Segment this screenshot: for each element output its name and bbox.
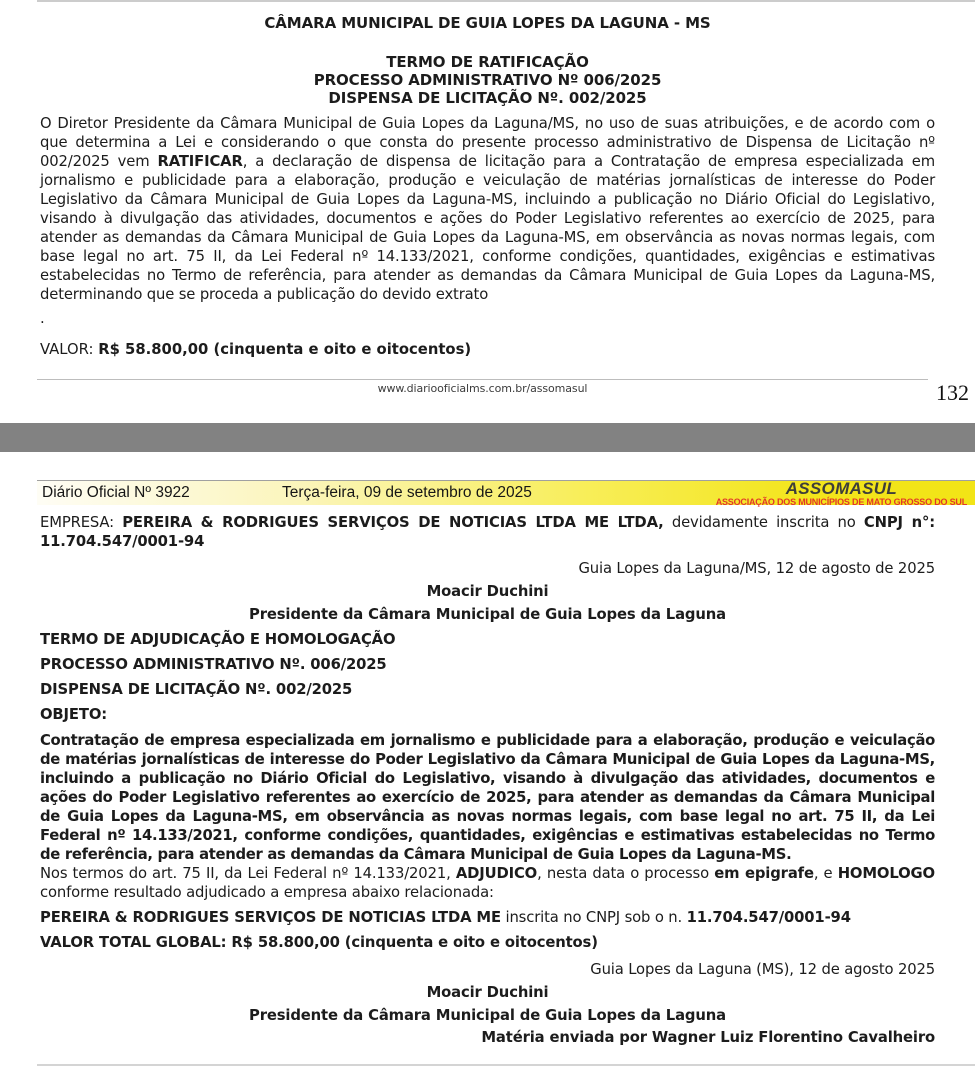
signer-name-1: Moacir Duchini [426, 583, 549, 600]
adjudication-section [40, 513, 935, 1047]
adjudico-t2: , nesta data o processo [537, 865, 715, 882]
signer-title-2: Presidente da Câmara Municipal de Guia Lopes da Laguna [249, 1007, 726, 1024]
gazette-edition: Diário Oficial Nº 3922 [42, 484, 190, 501]
ratification-section [0, 14, 975, 405]
empresa-cnpj-label: CNPJ n°: [863, 514, 935, 531]
company-middle: inscrita no CNPJ sob o n. [500, 909, 687, 926]
company-cnpj-line [40, 908, 935, 927]
valor-label: VALOR: [40, 341, 99, 358]
valor-line [40, 340, 935, 359]
stray-period: . [40, 310, 45, 327]
ratification-text-after: , a declaração de dispensa de licitação para a Contratação de empresa especializada em jornalismo e publicidade para a elaboração, produção e veiculação de matérias jornalísticas de interesse do Poder Legislativo da Câmara Municipal de Guia Lopes da Laguna-MS, incluindo a publicação no Diário Oficial do Legislativo, visando à divulgação das atividades, documentos e ações do Poder Legislativo referentes ao exercício de 2025, para atender as demandas da Câmara Municipal de Guia Lopes da Laguna-MS, em observância as novas normas legais, com base legal no art. 75 II, da Lei Federal nº 14.133/2021, conforme condições, quantidades, exigências e estimativas estabelecidas no Termo de referência, para atender as demandas da Câmara Municipal de Guia Lopes da Laguna-MS, determinando que se proceda a publicação do devido extrato [40, 153, 935, 303]
empresa-middle: devidamente inscrita no [663, 514, 864, 531]
empresa-cnpj: 11.704.547/0001-94 [40, 533, 205, 550]
adjudico-paragraph [40, 864, 935, 902]
top-separator-rule [37, 0, 975, 2]
empresa-label: EMPRESA: [40, 514, 123, 531]
valor-value: R$ 58.800,00 (cinquenta e oito e oitocentos) [98, 341, 472, 358]
adjudico-bold: ADJUDICO [455, 865, 538, 882]
signer-title-1: Presidente da Câmara Municipal de Guia Lopes da Laguna [249, 606, 726, 623]
ratificar-bold: RATIFICAR [157, 153, 243, 170]
company-cnpj-bold: 11.704.547/0001-94 [686, 909, 851, 926]
page-footer [37, 379, 975, 405]
empresa-paragraph [40, 513, 935, 551]
adjudico-t4: conforme resultado adjudicado a empresa abaixo relacionada: [40, 884, 494, 901]
ratification-text-before: O Diretor Presidente da Câmara Municipal de Guia Lopes da Laguna/MS, no uso de suas atribuições, e de acordo com o que determina a Lei e considerando o que consta do presente processo administrativo de Dispensa de Licitação nº 002/2025 vem [40, 115, 935, 170]
ratification-heading [40, 53, 935, 107]
municipality-title: CÂMARA MUNICIPAL DE GUIA LOPES DA LAGUNA - MS [264, 14, 711, 32]
heading-termo-adjudicacao: TERMO DE ADJUDICAÇÃO E HOMOLOGAÇÃO [40, 631, 396, 648]
em-epigrafe-bold: em epigrafe [714, 865, 814, 882]
signer-name-2: Moacir Duchini [426, 984, 549, 1001]
assomasul-logo [716, 480, 975, 507]
place-date-line-2: Guia Lopes da Laguna (MS), 12 de agosto 2025 [590, 961, 935, 978]
objeto-label: OBJETO: [40, 706, 108, 723]
sent-by-line: Matéria enviada por Wagner Luiz Florentino Cavalheiro [481, 1029, 935, 1046]
page-break-bar [0, 423, 975, 452]
heading-dispensa-2: DISPENSA DE LICITAÇÃO Nº. 002/2025 [40, 681, 353, 698]
homologo-bold: HOMOLOGO [837, 865, 935, 882]
heading-termo-ratificacao: TERMO DE RATIFICAÇÃO [386, 53, 589, 71]
heading-processo-2: PROCESSO ADMINISTRATIVO Nº. 006/2025 [40, 656, 387, 673]
ratification-paragraph [40, 114, 935, 304]
heading-processo-administrativo: PROCESSO ADMINISTRATIVO Nº 006/2025 [313, 71, 662, 89]
footer-url: www.diariooficialms.com.br/assomasul [377, 382, 588, 395]
page-number: 132 [936, 380, 969, 405]
assomasul-logo-subtitle: ASSOCIAÇÃO DOS MUNICÍPIOS DE MATO GROSSO DO SUL [715, 496, 967, 507]
empresa-company: PEREIRA & RODRIGUES SERVIÇOS DE NOTICIAS LTDA ME LTDA, [122, 514, 664, 531]
heading-dispensa-licitacao: DISPENSA DE LICITAÇÃO Nº. 002/2025 [328, 89, 647, 107]
valor-total-line: VALOR TOTAL GLOBAL: R$ 58.800,00 (cinquenta e oito e oitocentos) [40, 934, 598, 951]
objeto-paragraph: Contratação de empresa especializada em jornalismo e publicidade para a elaboração, produção e veiculação de matérias jornalísticas de interesse do Poder Legislativo da Câmara Municipal de Guia Lopes da Laguna-MS, incluindo a publicação no Diário Oficial do Legislativo, visando à divulgação das atividades, documentos e ações do Poder Legislativo referentes ao exercício de 2025, para atender as demandas da Câmara Municipal de Guia Lopes da Laguna-MS, em observância as novas normas legais, com base legal no art. 75 II, da Lei Federal nº 14.133/2021, conforme condições, quantidades, exigências e estimativas estabelecidas no Termo de referência, para atender as demandas da Câmara Municipal de Guia Lopes da Laguna-MS. [40, 732, 935, 863]
place-date-line-1: Guia Lopes da Laguna/MS, 12 de agosto de 2025 [578, 560, 935, 577]
company-name-bold: PEREIRA & RODRIGUES SERVIÇOS DE NOTICIAS LTDA ME [40, 909, 501, 926]
adjudico-t3: , e [813, 865, 838, 882]
gazette-date: Terça-feira, 09 de setembro de 2025 [282, 484, 532, 501]
adjudico-t1: Nos termos do art. 75 II, da Lei Federal nº 14.133/2021, [40, 865, 456, 882]
gazette-masthead [37, 480, 975, 505]
assomasul-logo-title: ASSOMASUL [785, 478, 898, 498]
